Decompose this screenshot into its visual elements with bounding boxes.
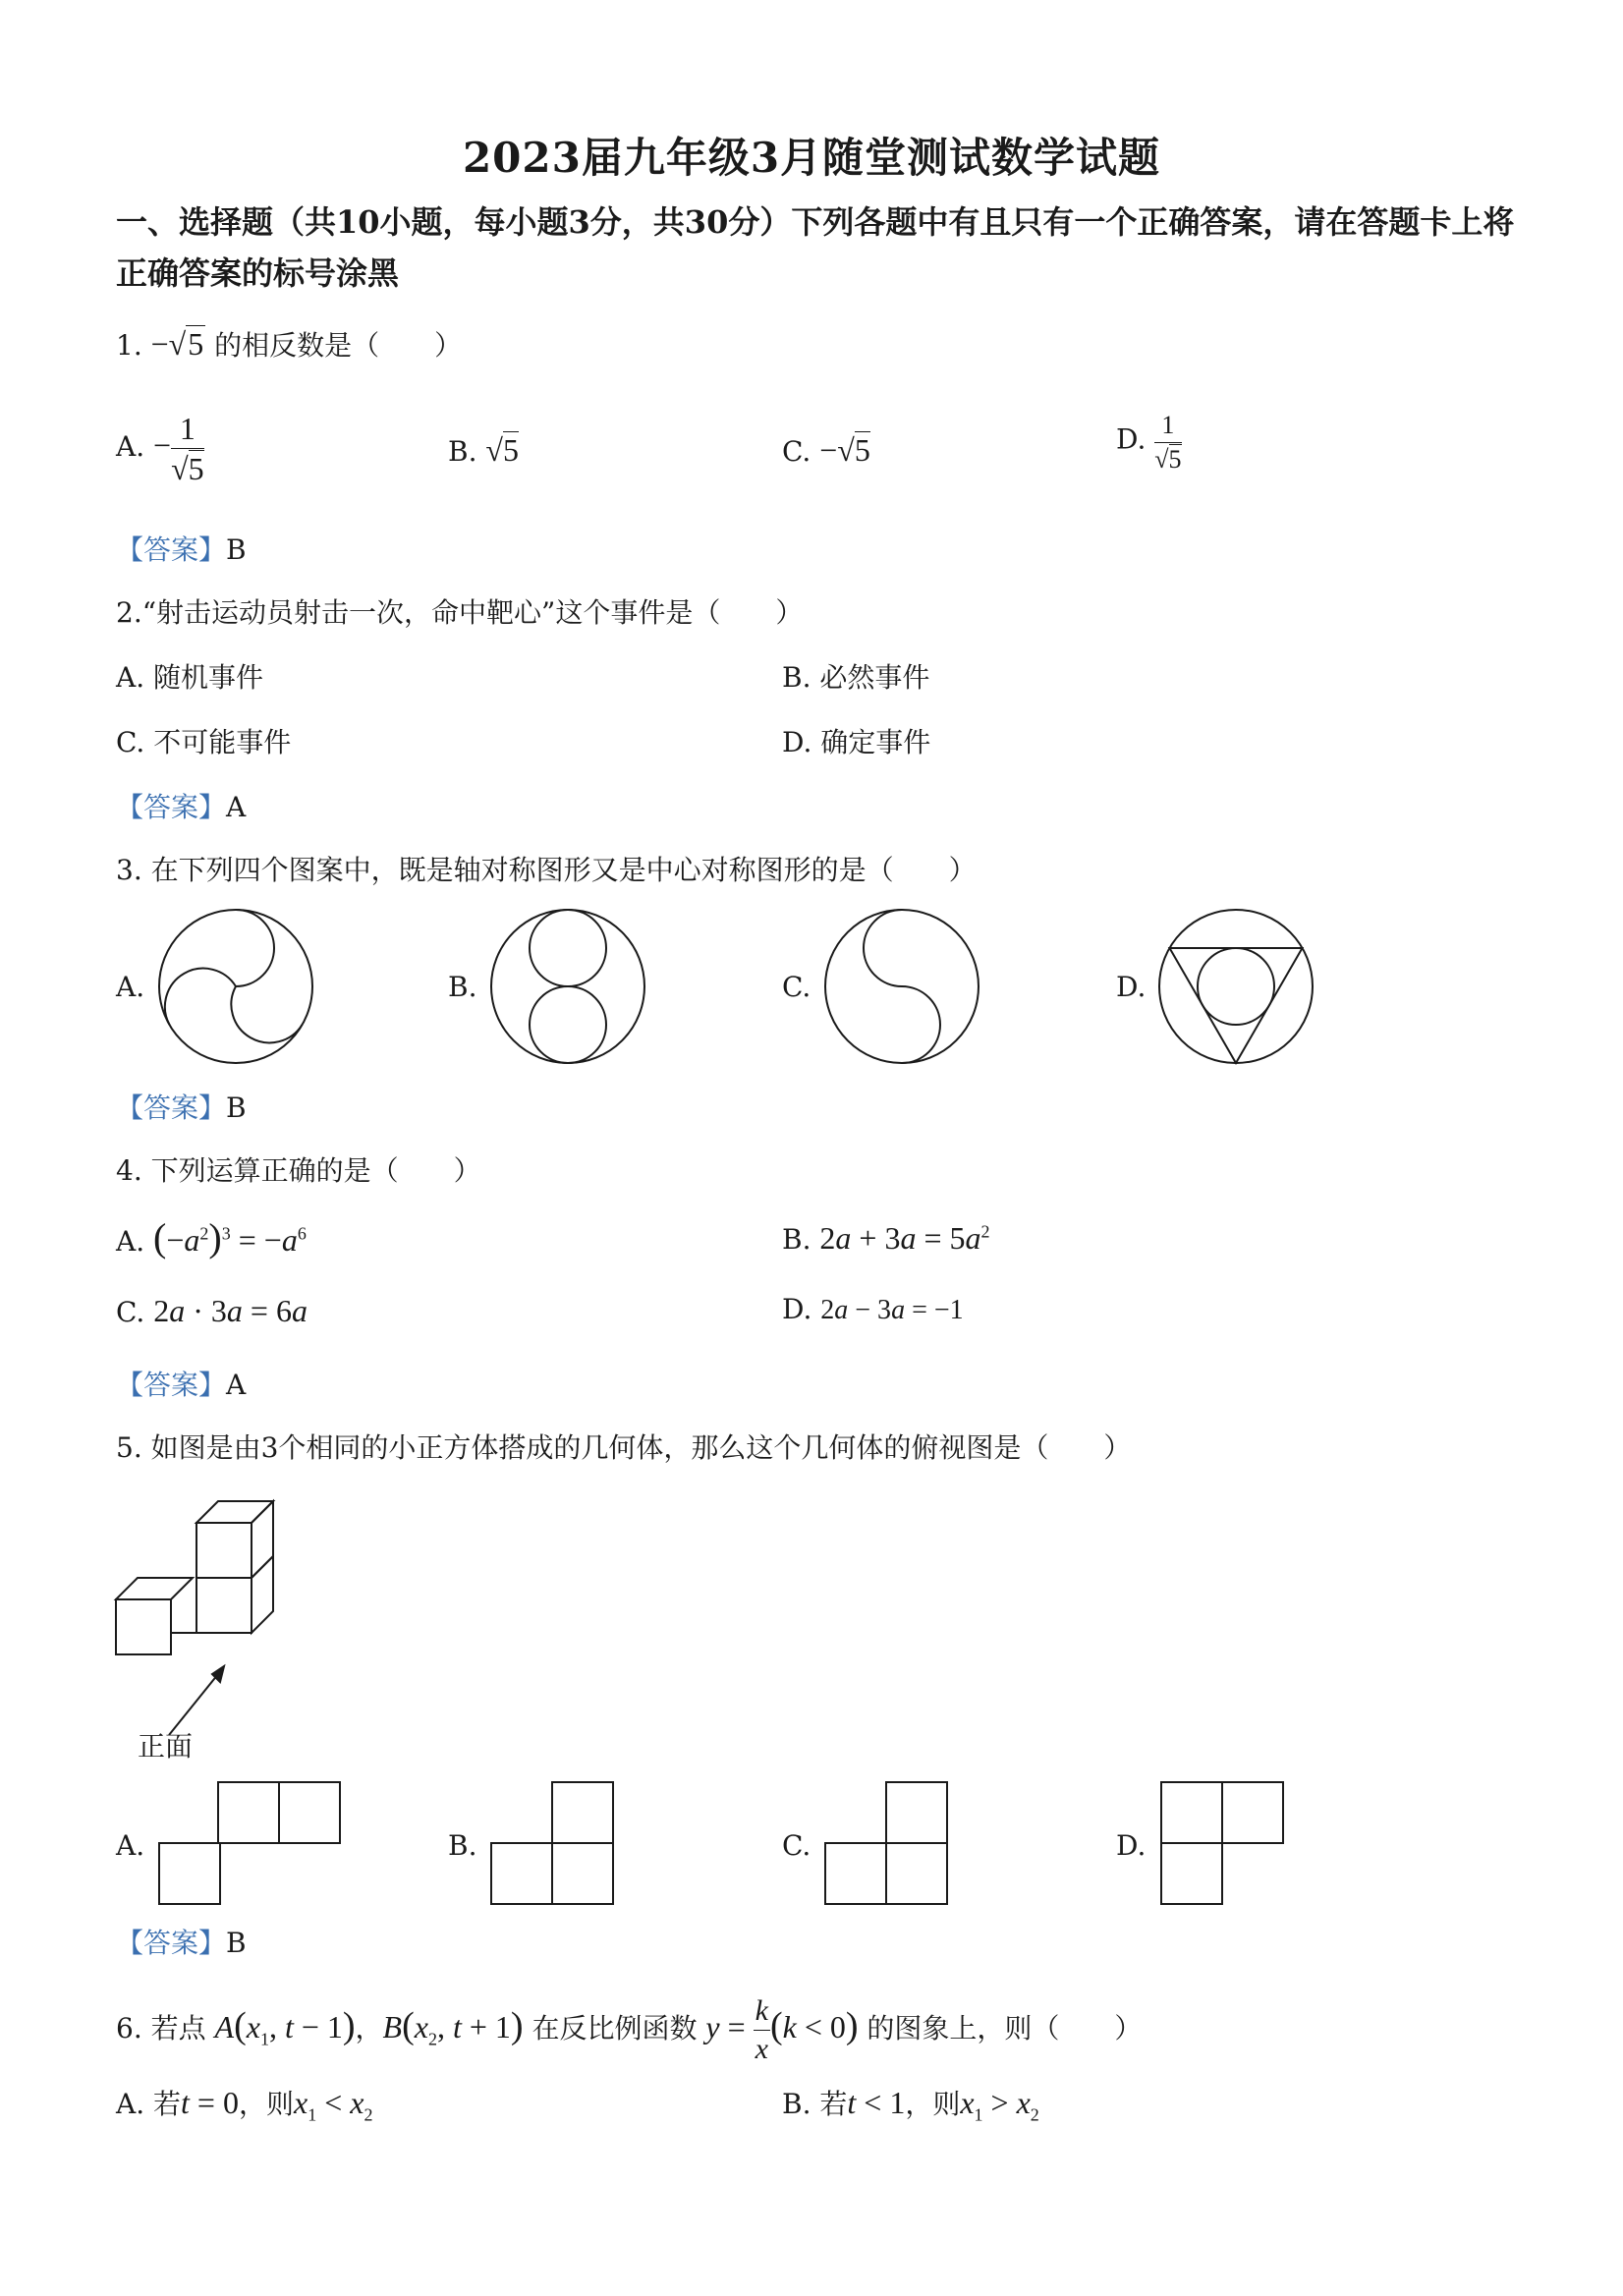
option-label: A. [116, 1225, 145, 1258]
answer-5 [116, 1922, 247, 1961]
math-expression: $2a + 3a = 5a^2$ [819, 1220, 990, 1256]
math-expression: t < 1 [847, 2085, 906, 2120]
question-text: ， [355, 2011, 383, 2044]
question-text: 6. 若点 [116, 2011, 206, 2044]
option-label: C. [782, 435, 812, 468]
question-5: 5. 如图是由3个相同的小正方体搭成的几何体，那么这个几何体的俯视图是（ ） [116, 1431, 1132, 1464]
option-a[interactable]: A. [116, 971, 145, 1003]
math-expression: 2a · 3a = 6a [153, 1293, 308, 1328]
answer-value: B [226, 1927, 247, 1959]
front-label: 正面 [138, 1730, 194, 1763]
option-d[interactable]: D. [1116, 1829, 1147, 1862]
option-a[interactable] [116, 2083, 372, 2125]
figure-d-triangle-circles [1157, 908, 1315, 1065]
option-b[interactable] [782, 1220, 989, 1257]
math-expression: −√5 [819, 432, 870, 468]
option-label: B. [782, 1223, 812, 1256]
option-b[interactable]: B. [448, 1829, 477, 1862]
answer-2 [116, 786, 246, 825]
option-b[interactable]: B. [448, 971, 477, 1003]
page-title: 2023届九年级3月随堂测试数学试题 [462, 134, 1161, 182]
question-4: 4. 下列运算正确的是（ ） [116, 1154, 481, 1187]
answer-tag: 【答案】 [116, 533, 227, 566]
top-view-c [823, 1780, 951, 1908]
figure-a-swirl [157, 908, 314, 1065]
option-d[interactable] [782, 1293, 964, 1326]
answer-4 [116, 1364, 246, 1403]
math-expression: $A(x_1$, t − 1) [214, 2004, 356, 2049]
answer-1 [116, 529, 247, 568]
option-a[interactable] [116, 1214, 307, 1260]
math-expression: $x_1 > x_2$ [960, 2085, 1039, 2125]
math-expression: − $\frac{1}{√5}$ [153, 411, 204, 486]
answer-tag: 【答案】 [116, 1369, 227, 1401]
option-label: C. [116, 1296, 145, 1328]
option-b[interactable] [448, 432, 519, 469]
section-heading: 一、选择题（共10小题，每小题3分，共30分）下列各题中有且只有一个正确答案，请在答题卡上将正确答案的标号涂黑 [116, 203, 1515, 292]
option-d[interactable]: D. [1116, 971, 1147, 1003]
question-2: 2.“射击运动员射击一次，命中靶心”这个事件是（ ） [116, 596, 804, 629]
top-view-a [157, 1780, 344, 1908]
option-label: D. [1116, 422, 1147, 456]
option-text: ，则 [905, 2088, 961, 2120]
option-d[interactable]: D. 确定事件 [782, 726, 931, 758]
answer-value: A [226, 1369, 247, 1401]
math-expression: $\frac{1}{√5}$ [1154, 411, 1182, 474]
answer-tag: 【答案】 [116, 1927, 227, 1959]
option-d[interactable] [1116, 413, 1182, 473]
answer-tag: 【答案】 [116, 1092, 227, 1124]
question-3: 3. 在下列四个图案中，既是轴对称图形又是中心对称图形的是（ ） [116, 854, 977, 886]
option-c[interactable]: C. [782, 971, 812, 1003]
option-c[interactable]: C. 不可能事件 [116, 726, 292, 758]
figure-c-s-curve [823, 908, 980, 1065]
option-label: D. [782, 1293, 812, 1325]
figure-cubes-3d [114, 1493, 291, 1690]
answer-value: B [226, 533, 247, 566]
answer-value: A [226, 791, 247, 823]
question-1 [116, 324, 462, 364]
question-text: 的相反数是（ ） [214, 329, 463, 362]
option-c[interactable] [782, 432, 870, 469]
option-c[interactable]: C. [782, 1829, 812, 1862]
math-expression: 2a − 3a = −1 [820, 1295, 964, 1325]
option-label: B. 若 [782, 2088, 848, 2120]
math-expression: √5 [485, 432, 519, 468]
option-a[interactable]: A. [116, 1829, 145, 1862]
answer-tag: 【答案】 [116, 791, 227, 823]
option-label: A. [116, 429, 145, 463]
math-expression: $B(x_2$, t + 1) [382, 2004, 524, 2049]
math-expression: $(-a^2)^3 = -a^6$ [153, 1215, 307, 1260]
option-label: B. [448, 435, 477, 468]
question-number: 1. [116, 329, 142, 362]
option-c[interactable] [116, 1293, 308, 1329]
math-expression: t = 0 [181, 2085, 239, 2120]
math-expression: −√5 [150, 326, 204, 362]
option-b[interactable] [782, 2083, 1039, 2125]
figure-b-stacked-circles [489, 908, 646, 1065]
top-view-d [1159, 1780, 1287, 1908]
option-text: ，则 [238, 2088, 294, 2120]
top-view-b [489, 1780, 617, 1908]
option-a[interactable] [116, 413, 204, 484]
answer-value: B [226, 1092, 247, 1124]
question-text: 的图象上，则（ ） [867, 2011, 1143, 2044]
math-expression: y = $\frac{k}{x}$ (k < 0) [705, 1994, 859, 2065]
option-label: A. 若 [116, 2088, 182, 2120]
math-expression: $x_1 < x_2$ [293, 2085, 373, 2125]
option-b[interactable]: B. 必然事件 [782, 661, 930, 694]
option-a[interactable]: A. 随机事件 [116, 661, 264, 694]
question-text: 在反比例函数 [532, 2011, 698, 2044]
question-6 [116, 1996, 1142, 2064]
answer-3 [116, 1087, 247, 1126]
